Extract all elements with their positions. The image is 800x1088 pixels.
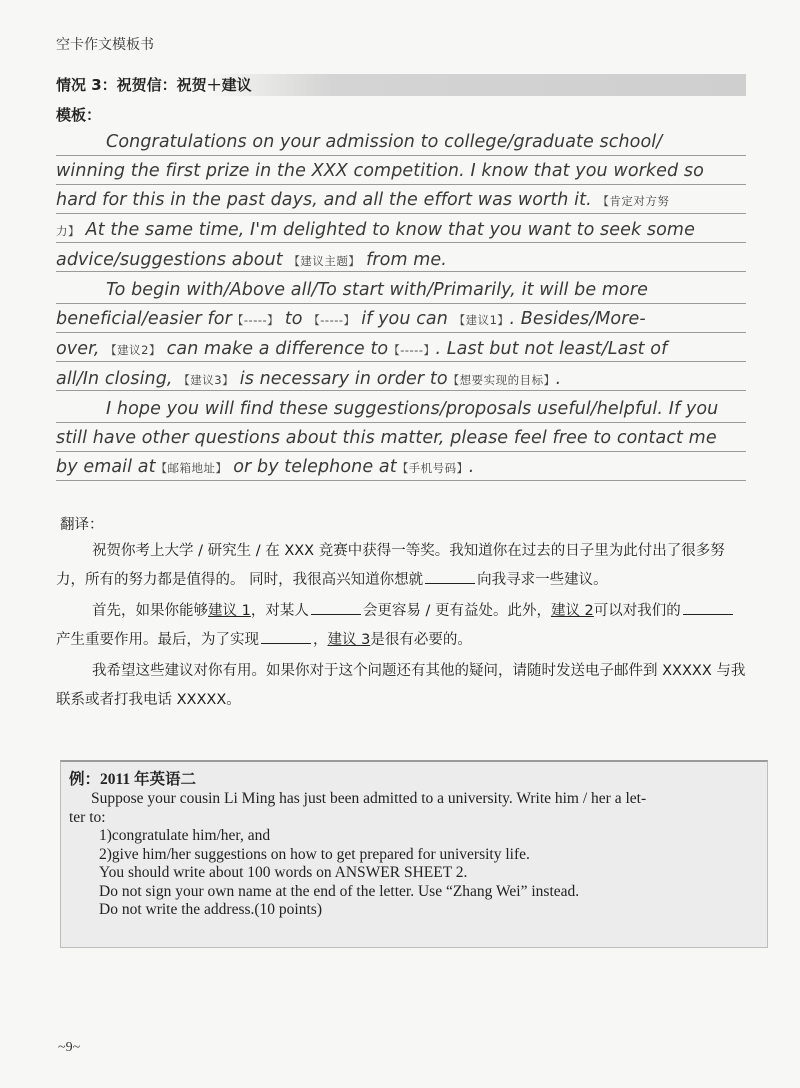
section-title: 情况 3：祝贺信：祝贺＋建议: [56, 74, 746, 96]
blank-line: [683, 600, 733, 615]
example-line: Do not write the address.(10 points): [99, 901, 322, 918]
blank-line: [311, 600, 361, 615]
example-box: [60, 760, 768, 948]
example-line: Suppose your cousin Li Ming has just been admitted to a university. Write him / her a let-: [91, 790, 647, 807]
blank-line: [261, 629, 311, 644]
translation-paragraph-1: 祝贺你考上大学 / 研究生 / 在 XXX 竞赛中获得一等奖。我知道你在过去的日子里为此付出了很多努力，所有的努力都是值得的。 同时，我很高兴知道你想就 向我寻求一些建议。: [56, 543, 725, 588]
example-line: ter to:: [69, 808, 106, 826]
blank-line: [425, 569, 475, 584]
translation-text: [56, 537, 746, 717]
translation-paragraph-2: 首先，如果你能够建议 1，对某人 会更容易 / 更有益处。此外，建议 2可以对我们的产生重要作用。最后，为了实现 ，建议 3是很有必要的。: [56, 597, 746, 655]
book-header: 空卡作文模板书: [56, 37, 154, 53]
example-title: 例：2011 年英语二: [69, 771, 197, 788]
example-line: You should write about 100 words on ANSWER SHEET 2.: [99, 864, 468, 881]
translation-label: 翻译：: [60, 517, 104, 533]
page-number: ~9~: [58, 1040, 81, 1055]
template-text: [56, 128, 746, 483]
translation-paragraph-3: 我希望这些建议对你有用。如果你对于这个问题还有其他的疑问，请随时发送电子邮件到 XXXXX 与我联系或者打我电话 XXXXX。: [56, 663, 746, 708]
example-line: 1)congratulate him/her, and: [99, 827, 271, 844]
example-line: 2)give him/her suggestions on how to get prepared for university life.: [99, 845, 530, 863]
template-paragraph-1: Congratulations on your admission to college/graduate school/ winning the first prize in the XXX competition. I know that you worked so hard for this in the past days, and all the effort was worth it. 【肯定对方努 力】 At the same time, I'm delighted to know that you want to seek some advice/suggestions about 【建议主题】 from me.: [56, 128, 746, 276]
example-line: Do not sign your own name at the end of the letter. Use “Zhang Wei” instead.: [99, 882, 580, 900]
template-paragraph-2: To begin with/Above all/To start with/Primarily, it will be more beneficial/easier for【-----】 to 【-----】 if you can 【建议1】. Besides/More- over, 【建议2】 can make a difference to【-----】. Last but not least/Last of all/In closing, 【建议3】 is necessary in order to【想要实现的目标】.: [56, 276, 746, 395]
template-paragraph-3: I hope you will find these suggestions/proposals useful/helpful. If you still have other questions about this matter, please feel free to contact me by email at【邮箱地址】 or by telephone at【手机号码】.: [56, 395, 746, 483]
template-label: 模板：: [56, 106, 102, 124]
